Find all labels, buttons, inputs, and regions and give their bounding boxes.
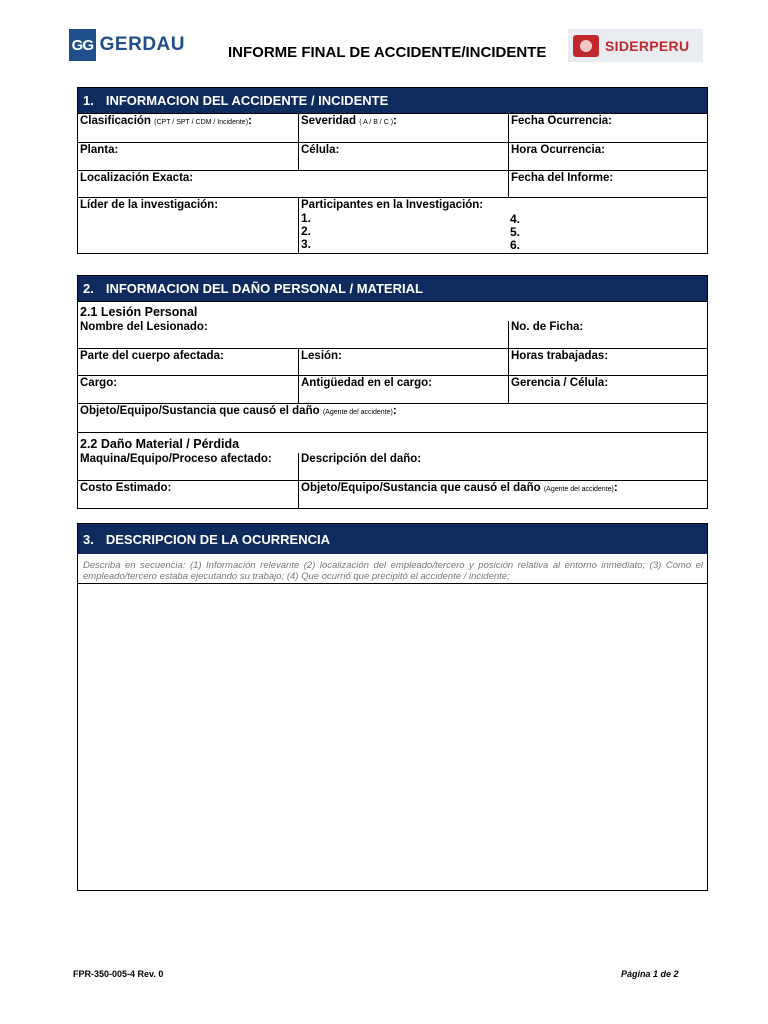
participantes-field[interactable] <box>298 198 707 253</box>
list-item: 1. <box>301 211 312 225</box>
nombre-lesionado-field[interactable]: Nombre del Lesionado: <box>80 321 208 333</box>
table-row <box>78 113 707 142</box>
section-number: 1. <box>83 93 94 108</box>
horas-trabajadas-field[interactable]: Horas trabajadas: <box>508 349 707 375</box>
table-row <box>78 197 707 253</box>
participants-list-right <box>510 213 520 252</box>
planta-field[interactable]: Planta: <box>80 144 119 156</box>
objeto-note: (Agente del accidente) <box>543 486 614 493</box>
table-row <box>78 170 707 197</box>
participantes-label: Participantes en la Investigación: <box>301 199 484 211</box>
celula-field[interactable]: Célula: <box>298 143 508 170</box>
list-item: 3. <box>301 237 312 251</box>
document-title: INFORME FINAL DE ACCIDENTE/INCIDENTE <box>228 44 547 61</box>
section-title: INFORMACION DEL DAÑO PERSONAL / MATERIAL <box>105 281 423 296</box>
localizacion-field[interactable]: Localización Exacta: <box>80 172 194 184</box>
parte-cuerpo-field[interactable]: Parte del cuerpo afectada: <box>80 350 224 362</box>
fecha-ocurrencia-field[interactable]: Fecha Ocurrencia: <box>508 114 707 142</box>
table-row <box>78 403 707 432</box>
gerencia-field[interactable]: Gerencia / Célula: <box>508 376 707 403</box>
description-textarea[interactable] <box>78 583 707 890</box>
ficha-field[interactable]: No. de Ficha: <box>508 321 707 348</box>
colon: : <box>393 115 397 127</box>
severidad-field[interactable] <box>298 114 508 142</box>
section-damage-info <box>77 275 708 509</box>
section-occurrence-description <box>77 523 708 891</box>
descripcion-dano-field[interactable]: Descripción del daño: <box>298 453 707 480</box>
section-number: 3. <box>83 531 94 547</box>
severidad-note: ( A / B / C ) <box>359 119 394 126</box>
table-row <box>78 321 707 348</box>
subsection-lesion-personal: 2.1 Lesión Personal <box>80 305 198 319</box>
clasificacion-note: (CPT / SPT / CDM / Incidente) <box>154 119 249 126</box>
cargo-field[interactable]: Cargo: <box>80 377 118 389</box>
section-3-header <box>78 524 707 554</box>
lider-field[interactable]: Líder de la investigación: <box>80 199 219 211</box>
objeto-label: Objeto/Equipo/Sustancia que causó el daño <box>80 405 320 417</box>
siderperu-emblem-icon <box>573 35 599 57</box>
colon: : <box>392 405 397 417</box>
table-row <box>78 348 707 375</box>
clasificacion-label: Clasificación <box>80 115 151 127</box>
table-row <box>78 432 707 453</box>
objeto-note: (Agente del accidente) <box>322 409 393 416</box>
list-item: 6. <box>510 238 521 252</box>
section-title: INFORMACION DEL ACCIDENTE / INCIDENTE <box>105 93 389 108</box>
gerdau-logo-text: GERDAU <box>99 34 185 55</box>
table-row <box>78 142 707 170</box>
hora-ocurrencia-field[interactable]: Hora Ocurrencia: <box>508 143 707 170</box>
gerdau-mark-icon: GG <box>69 29 96 61</box>
table-row <box>78 375 707 403</box>
list-item: 5. <box>510 225 521 239</box>
table-row <box>78 301 707 321</box>
severidad-label: Severidad <box>301 115 356 127</box>
colon: : <box>613 482 618 494</box>
description-instructions: Describa en secuencia: (1) Información relevante (2) localización del empleado/tercero y posición relativa al entorno inmediato; (3) Como el empleado/tercero estaba ejecutando su trabajo; (4) Que ocurrió que precipitó el accidente / incidente; <box>83 560 703 582</box>
objeto-personal-field[interactable] <box>78 404 707 432</box>
costo-estimado-field[interactable]: Costo Estimado: <box>80 482 172 494</box>
maquina-field[interactable]: Maquina/Equipo/Proceso afectado: <box>80 453 272 465</box>
siderperu-logo-text: SIDERPERU <box>605 37 690 54</box>
participants-list-left <box>301 212 311 251</box>
clasificacion-field[interactable] <box>78 114 298 142</box>
objeto-material-field[interactable] <box>298 481 707 508</box>
objeto-label: Objeto/Equipo/Sustancia que causó el daño <box>301 482 541 494</box>
table-row <box>78 453 707 480</box>
lesion-field[interactable]: Lesión: <box>298 349 508 375</box>
section-1-header <box>78 88 707 113</box>
form-code: FPR-350-005-4 Rev. 0 <box>73 969 164 979</box>
section-2-header <box>78 276 707 301</box>
subsection-dano-material: 2.2 Daño Material / Pérdida <box>80 437 240 451</box>
list-item: 2. <box>301 224 312 238</box>
gerdau-logo <box>69 29 185 61</box>
list-item: 4. <box>510 212 521 226</box>
section-title: DESCRIPCION DE LA OCURRENCIA <box>105 531 330 547</box>
page-number: Página 1 de 2 <box>621 969 679 979</box>
section-number: 2. <box>83 281 94 296</box>
table-row <box>78 480 707 508</box>
fecha-informe-field[interactable]: Fecha del Informe: <box>508 171 707 197</box>
colon: : <box>248 115 252 127</box>
section-accident-info <box>77 87 708 254</box>
siderperu-logo <box>568 29 703 62</box>
antiguedad-field[interactable]: Antigüedad en el cargo: <box>298 376 508 403</box>
